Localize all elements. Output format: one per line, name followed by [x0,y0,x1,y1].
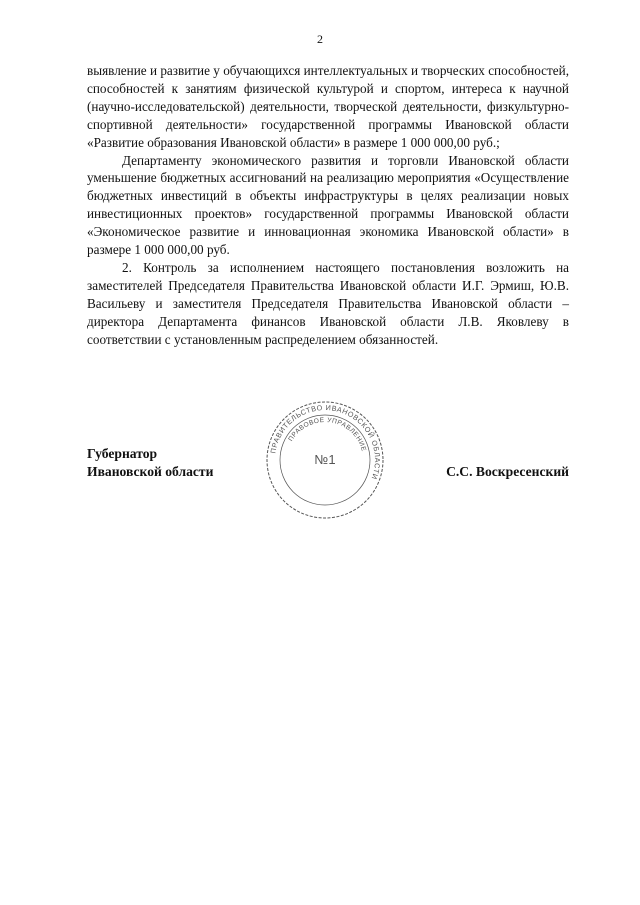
signature-title [87,445,213,481]
signature-title-line1: Губернатор [87,446,158,461]
page-number: 2 [317,32,323,46]
stamp-number: №1 [314,452,336,467]
stamp-outer-text: ПРАВИТЕЛЬСТВО ИВАНОВСКОЙ ОБЛАСТИ [268,402,383,482]
signature-title-line2: Ивановской области [87,464,214,479]
document-body [87,62,569,349]
paragraph-1: выявление и развитие у обучающихся интеллектуальных и творческих способностей, способностей к занятиям физической культурой и спортом, интереса к научной (научно-исследовательской) деятельности, творческой деятельности, физкультурно-спортивной деятельности» государственной программы Ивановской области «Развитие образования Ивановской области» в размере 1 000 000,00 руб.; [87,63,569,150]
signature-name: С.С. Воскресенский [446,464,569,479]
official-stamp [265,400,385,520]
paragraph-2: Департаменту экономического развития и торговли Ивановской области уменьшение бюджетных ассигнований на реализацию мероприятия «Осуществление бюджетных инвестиций в объекты инфраструктуры в целях реализации новых инвестиционных проектов» государственной программы Ивановской области «Экономическое развитие и инновационная экономика Ивановской области» в размере 1 000 000,00 руб. [87,152,569,258]
stamp-inner-text: ПРАВОВОЕ УПРАВЛЕНИЕ [287,416,367,453]
paragraph-3: 2. Контроль за исполнением настоящего постановления возложить на заместителей Председателя Правительства Ивановской области И.Г. Эрмиш, Ю.В. Васильеву и заместителя Председателя Правительства Ивановской области – директора Департамента финансов Ивановской области Л.В. Яковлеву в соответствии с установленным распределением обязанностей. [87,259,569,347]
